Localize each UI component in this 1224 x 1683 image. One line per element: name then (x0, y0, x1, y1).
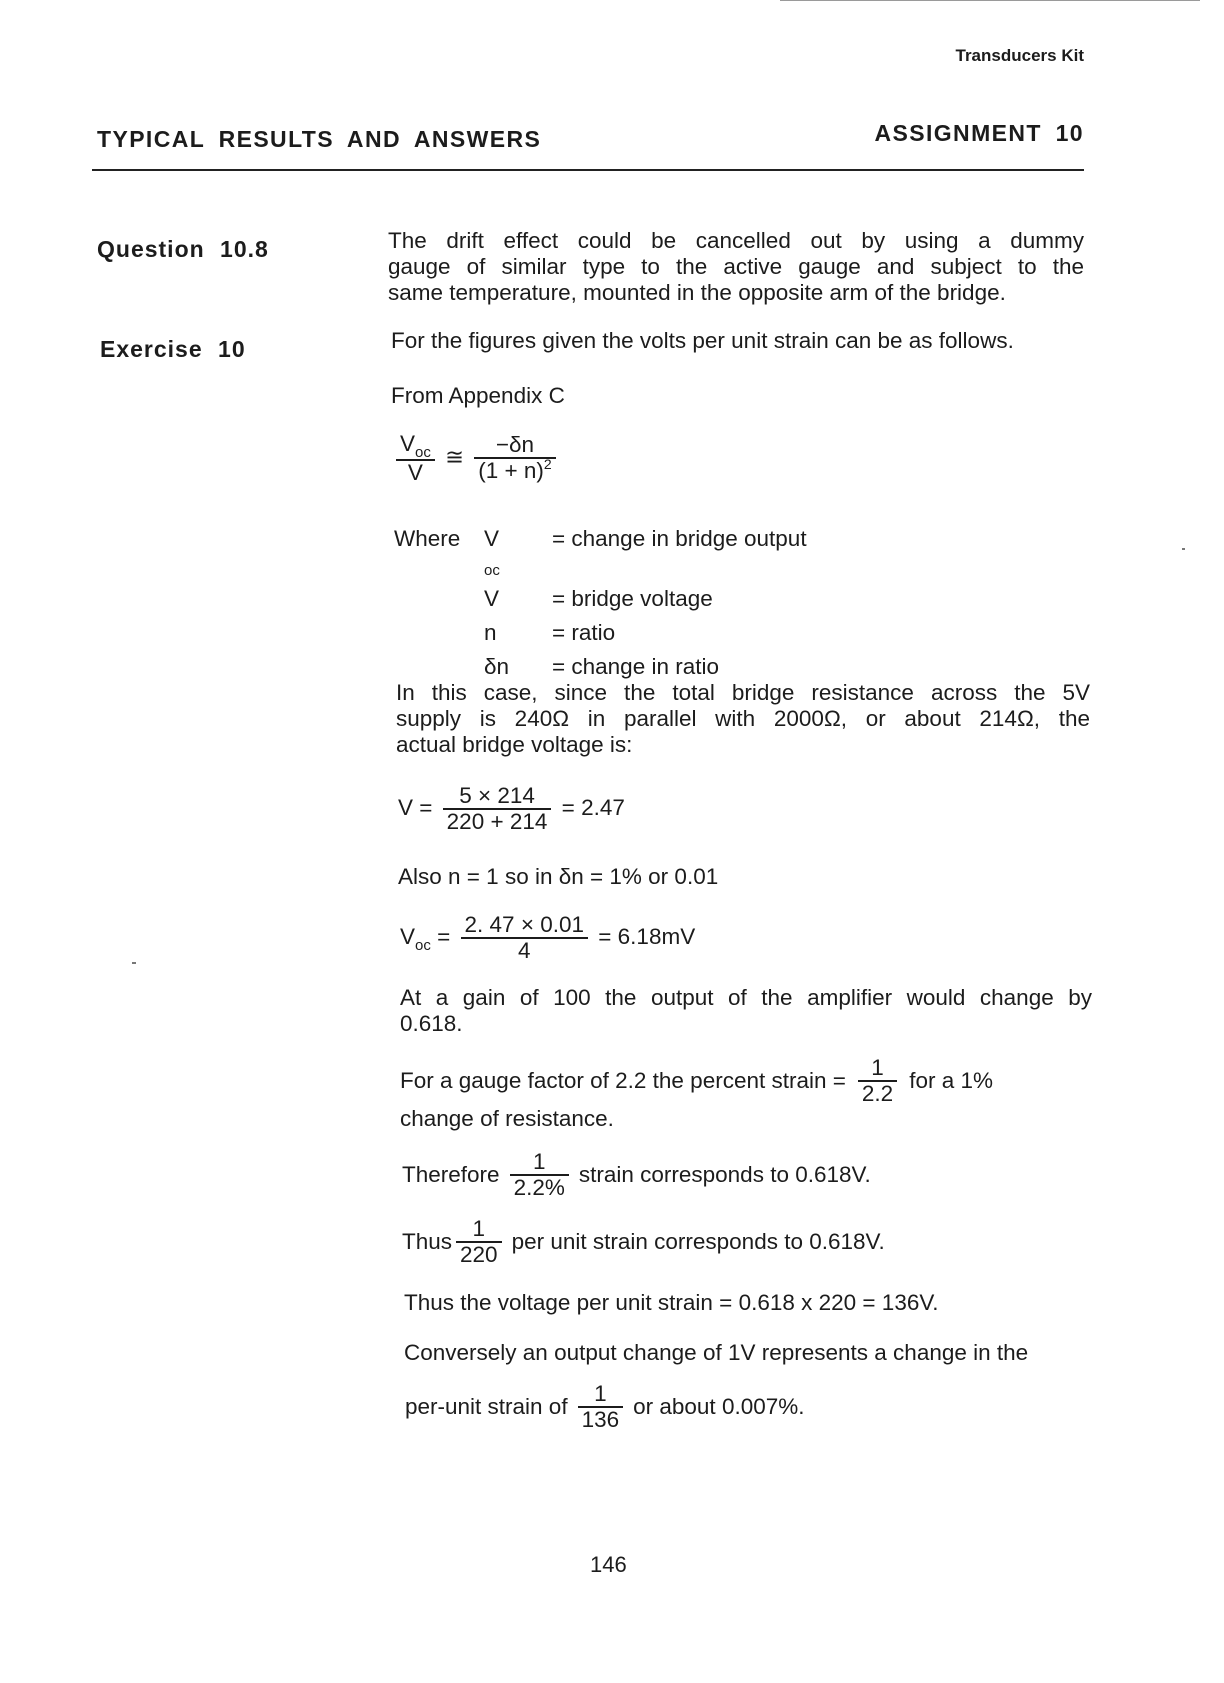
thus1-den: 220 (460, 1242, 498, 1267)
question-line-1: The drift effect could be cancelled out by using a dummy (388, 228, 1084, 253)
eq1-rhs-den-sup: 2 (543, 455, 552, 472)
question-line-3: same temperature, mounted in the opposite arm of the bridge. (388, 280, 1006, 305)
case-paragraph (396, 680, 1090, 758)
kit-title: Transducers Kit (955, 46, 1084, 65)
eq3-den: 4 (518, 938, 531, 963)
eq2-den: 220 + 214 (446, 809, 548, 834)
gain-paragraph (400, 985, 1092, 1037)
thus-line-2: Thus the voltage per unit strain = 0.618 x 220 = 136V. (404, 1290, 939, 1315)
eq2-result: = 2.47 (561, 794, 625, 820)
top-edge-rule (780, 0, 1200, 1)
case-line-3: actual bridge voltage is: (396, 732, 633, 757)
eq1-lhs-den: V (407, 460, 423, 485)
scan-speck (1182, 548, 1185, 550)
exercise-intro: For the figures given the volts per unit strain can be as follows. (391, 328, 1014, 353)
def-sym-v: V (484, 586, 500, 611)
gauge-fraction (858, 1056, 897, 1106)
page-number: 146 (590, 1552, 627, 1577)
gauge-num: 1 (858, 1056, 897, 1082)
eq2-fraction (443, 784, 552, 834)
exercise-label: Exercise 10 (100, 336, 246, 362)
scan-speck (132, 962, 136, 964)
therefore-num: 1 (510, 1150, 569, 1176)
equation-voc-ratio (392, 432, 560, 485)
def-desc-dn: = change in ratio (552, 654, 719, 679)
def-sym-n: n (484, 620, 497, 645)
appendix-ref: From Appendix C (391, 383, 565, 408)
thus1-after: per unit strain corresponds to 0.618V. (511, 1229, 885, 1254)
eq1-rhs-num: −δn (474, 433, 555, 459)
assignment-title: ASSIGNMENT 10 (874, 120, 1084, 146)
eq3-lhs-sub: oc (415, 936, 431, 954)
gain-line-1: At a gain of 100 the output of the amplifier would change by (400, 985, 1092, 1010)
thus-line-1 (402, 1217, 885, 1267)
gauge-den: 2.2 (861, 1081, 894, 1106)
def-desc-n: = ratio (552, 620, 616, 645)
equation-voc-value (400, 913, 695, 963)
question-answer (388, 228, 1084, 306)
question-line-2: gauge of similar type to the active gauge and subject to the (388, 254, 1084, 279)
eq1-rhs-fraction (474, 433, 555, 485)
eq1-approx-sign: ≅ (445, 444, 464, 470)
eq1-rhs-den: (1 + n) (478, 457, 544, 483)
conversely-line: Conversely an output change of 1V represents a change in the (404, 1340, 1029, 1365)
therefore-after: strain corresponds to 0.618V. (578, 1162, 871, 1187)
def-sym-voc: V oc (484, 526, 500, 579)
therefore-den: 2.2% (513, 1175, 565, 1200)
eq3-num: 2. 47 × 0.01 (461, 913, 588, 939)
eq3-fraction (461, 913, 588, 963)
eq1-lhs-num-sub: oc (415, 444, 431, 461)
perunit-after: or about 0.007%. (633, 1394, 805, 1419)
thus1-before: Thus (402, 1229, 453, 1254)
definitions-list (484, 526, 946, 680)
question-label: Question 10.8 (97, 236, 269, 262)
thus1-fraction (456, 1217, 502, 1267)
gauge-before: For a gauge factor of 2.2 the percent strain = (400, 1068, 846, 1093)
perunit-num: 1 (578, 1382, 624, 1408)
also-statement: Also n = 1 so in δn = 1% or 0.01 (398, 864, 719, 889)
equation-bridge-voltage (398, 784, 625, 834)
eq2-num: 5 × 214 (443, 784, 552, 810)
case-line-1: In this case, since the total bridge resistance across the 5V (396, 680, 1090, 705)
eq3-result: = 6.18mV (598, 923, 696, 949)
gauge-factor-line (400, 1056, 1100, 1106)
header-rule (92, 169, 1084, 171)
eq1-lhs-fraction (396, 432, 435, 485)
therefore-line (402, 1150, 871, 1200)
thus1-num: 1 (456, 1217, 502, 1243)
gauge-after: for a 1% (909, 1068, 993, 1093)
where-label: Where (394, 526, 461, 551)
gauge-line-2: change of resistance. (400, 1106, 614, 1131)
perunit-line (405, 1382, 805, 1432)
section-title: TYPICAL RESULTS AND ANSWERS (97, 126, 542, 152)
therefore-before: Therefore (402, 1162, 500, 1187)
eq3-lhs: V (400, 923, 416, 949)
perunit-before: per-unit strain of (405, 1394, 568, 1419)
therefore-fraction (510, 1150, 569, 1200)
eq3-equals: = (437, 923, 451, 949)
def-desc-v: = bridge voltage (552, 586, 713, 611)
case-line-2: supply is 240Ω in parallel with 2000Ω, or about 214Ω, the (396, 706, 1090, 731)
perunit-den: 136 (581, 1407, 620, 1432)
def-desc-voc: = change in bridge output (552, 526, 807, 551)
gain-line-2: 0.618. (400, 1011, 463, 1036)
perunit-fraction (578, 1382, 624, 1432)
def-sym-dn: δn (484, 654, 510, 679)
eq2-lhs: V = (398, 794, 433, 820)
eq1-lhs-num: V (400, 431, 416, 456)
